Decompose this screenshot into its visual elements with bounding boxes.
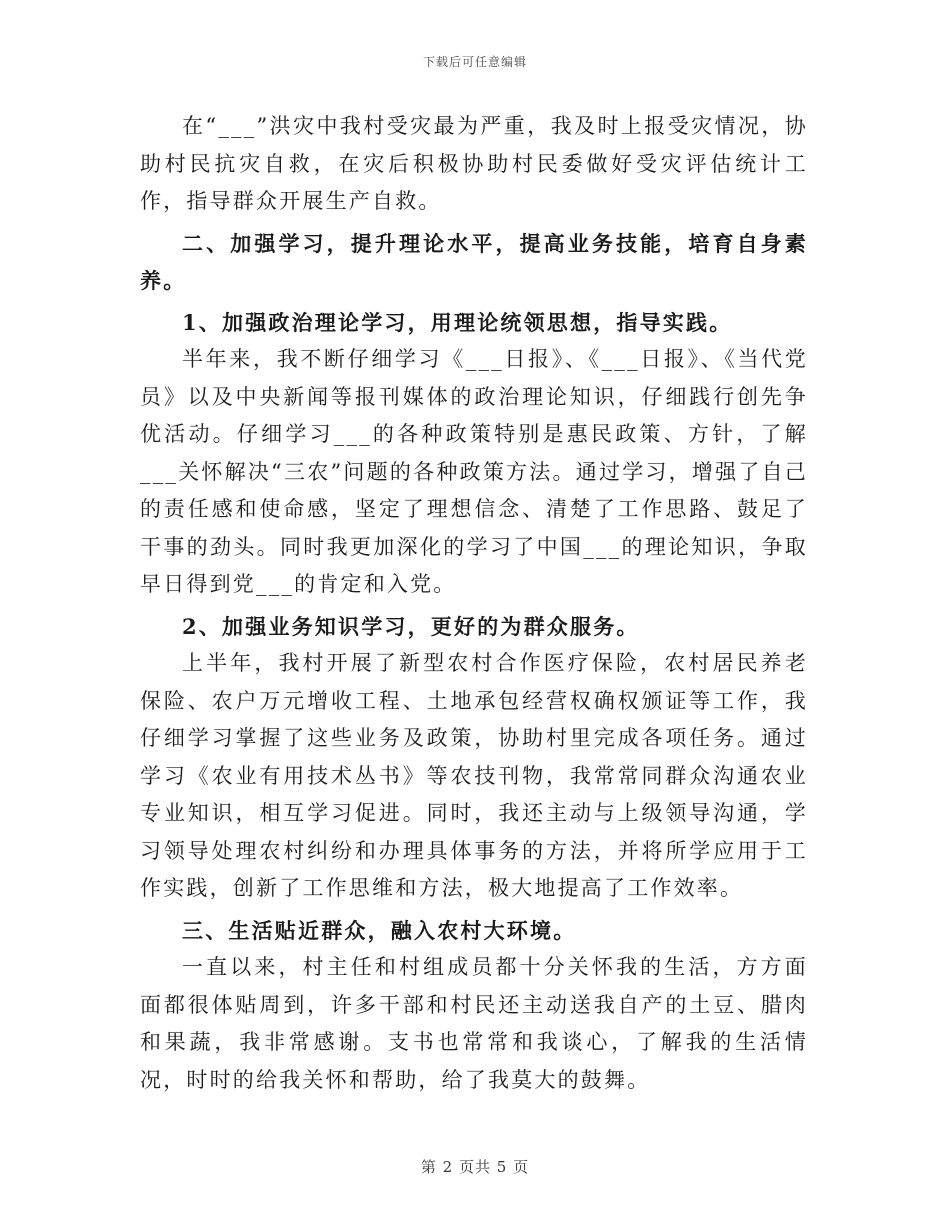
subsection-heading-political-theory: 1、加强政治理论学习，用理论统领思想，指导实践。 <box>182 309 733 335</box>
page-header: 下载后可任意编辑 <box>422 55 527 69</box>
section-heading-study: 二、加强学习，提升理论水平，提高业务技能，培育自身素养。 <box>140 230 808 293</box>
paragraph-business-study: 上半年，我村开展了新型农村合作医疗保险，农村居民养老保险、农户万元增收工程、土地承包经营权确权颁证等工作，我仔细学习掌握了这些业务及政策，协助村里完成各项任务。通过学习《农业有用技术丛书》等农技刊物，我常常同群众沟通农业专业知识，相互学习促进。同时，我还主动与上级领导沟通，学习领导处理农村纠纷和办理具体事务的方法，并将所学应用于工作实践，创新了工作思维和方法，极大地提高了工作效率。 <box>140 651 808 900</box>
paragraph-life: 一直以来，村主任和村组成员都十分关怀我的生活，方方面面都很体贴周到，许多干部和村民还主动送我自产的土豆、腊肉和果蔬，我非常感谢。支书也常常和我谈心，了解我的生活情况，时时的给我关怀和帮助，给了我莫大的鼓舞。 <box>140 955 808 1092</box>
paragraph-political-study: 半年来，我不断仔细学习《___日报》、《___日报》、《当代党员》以及中央新闻等报刊媒体的政治理论知识，仔细践行创先争优活动。仔细学习___的各种政策特别是惠民政策、方针，了解___关怀解决“三农”问题的各种政策方法。通过学习，增强了自己的责任感和使命感，坚定了理想信念、清楚了工作思路、鼓足了干事的劲头。同时我更加深化的学习了中国___的理论知识，争取早日得到党___的肯定和入党。 <box>140 347 808 596</box>
paragraph-flood-relief: 在“___”洪灾中我村受灾最为严重，我及时上报受灾情况，协助村民抗灾自救，在灾后积极协助村民委做好受灾评估统计工作，指导群众开展生产自救。 <box>140 114 808 213</box>
page-footer: 第 2 页共 5 页 <box>420 1158 530 1176</box>
section-heading-life: 三、生活贴近群众，融入农村大环境。 <box>182 917 577 943</box>
document-body <box>140 108 808 1099</box>
subsection-heading-business-knowledge: 2、加强业务知识学习，更好的为群众服务。 <box>182 613 640 639</box>
